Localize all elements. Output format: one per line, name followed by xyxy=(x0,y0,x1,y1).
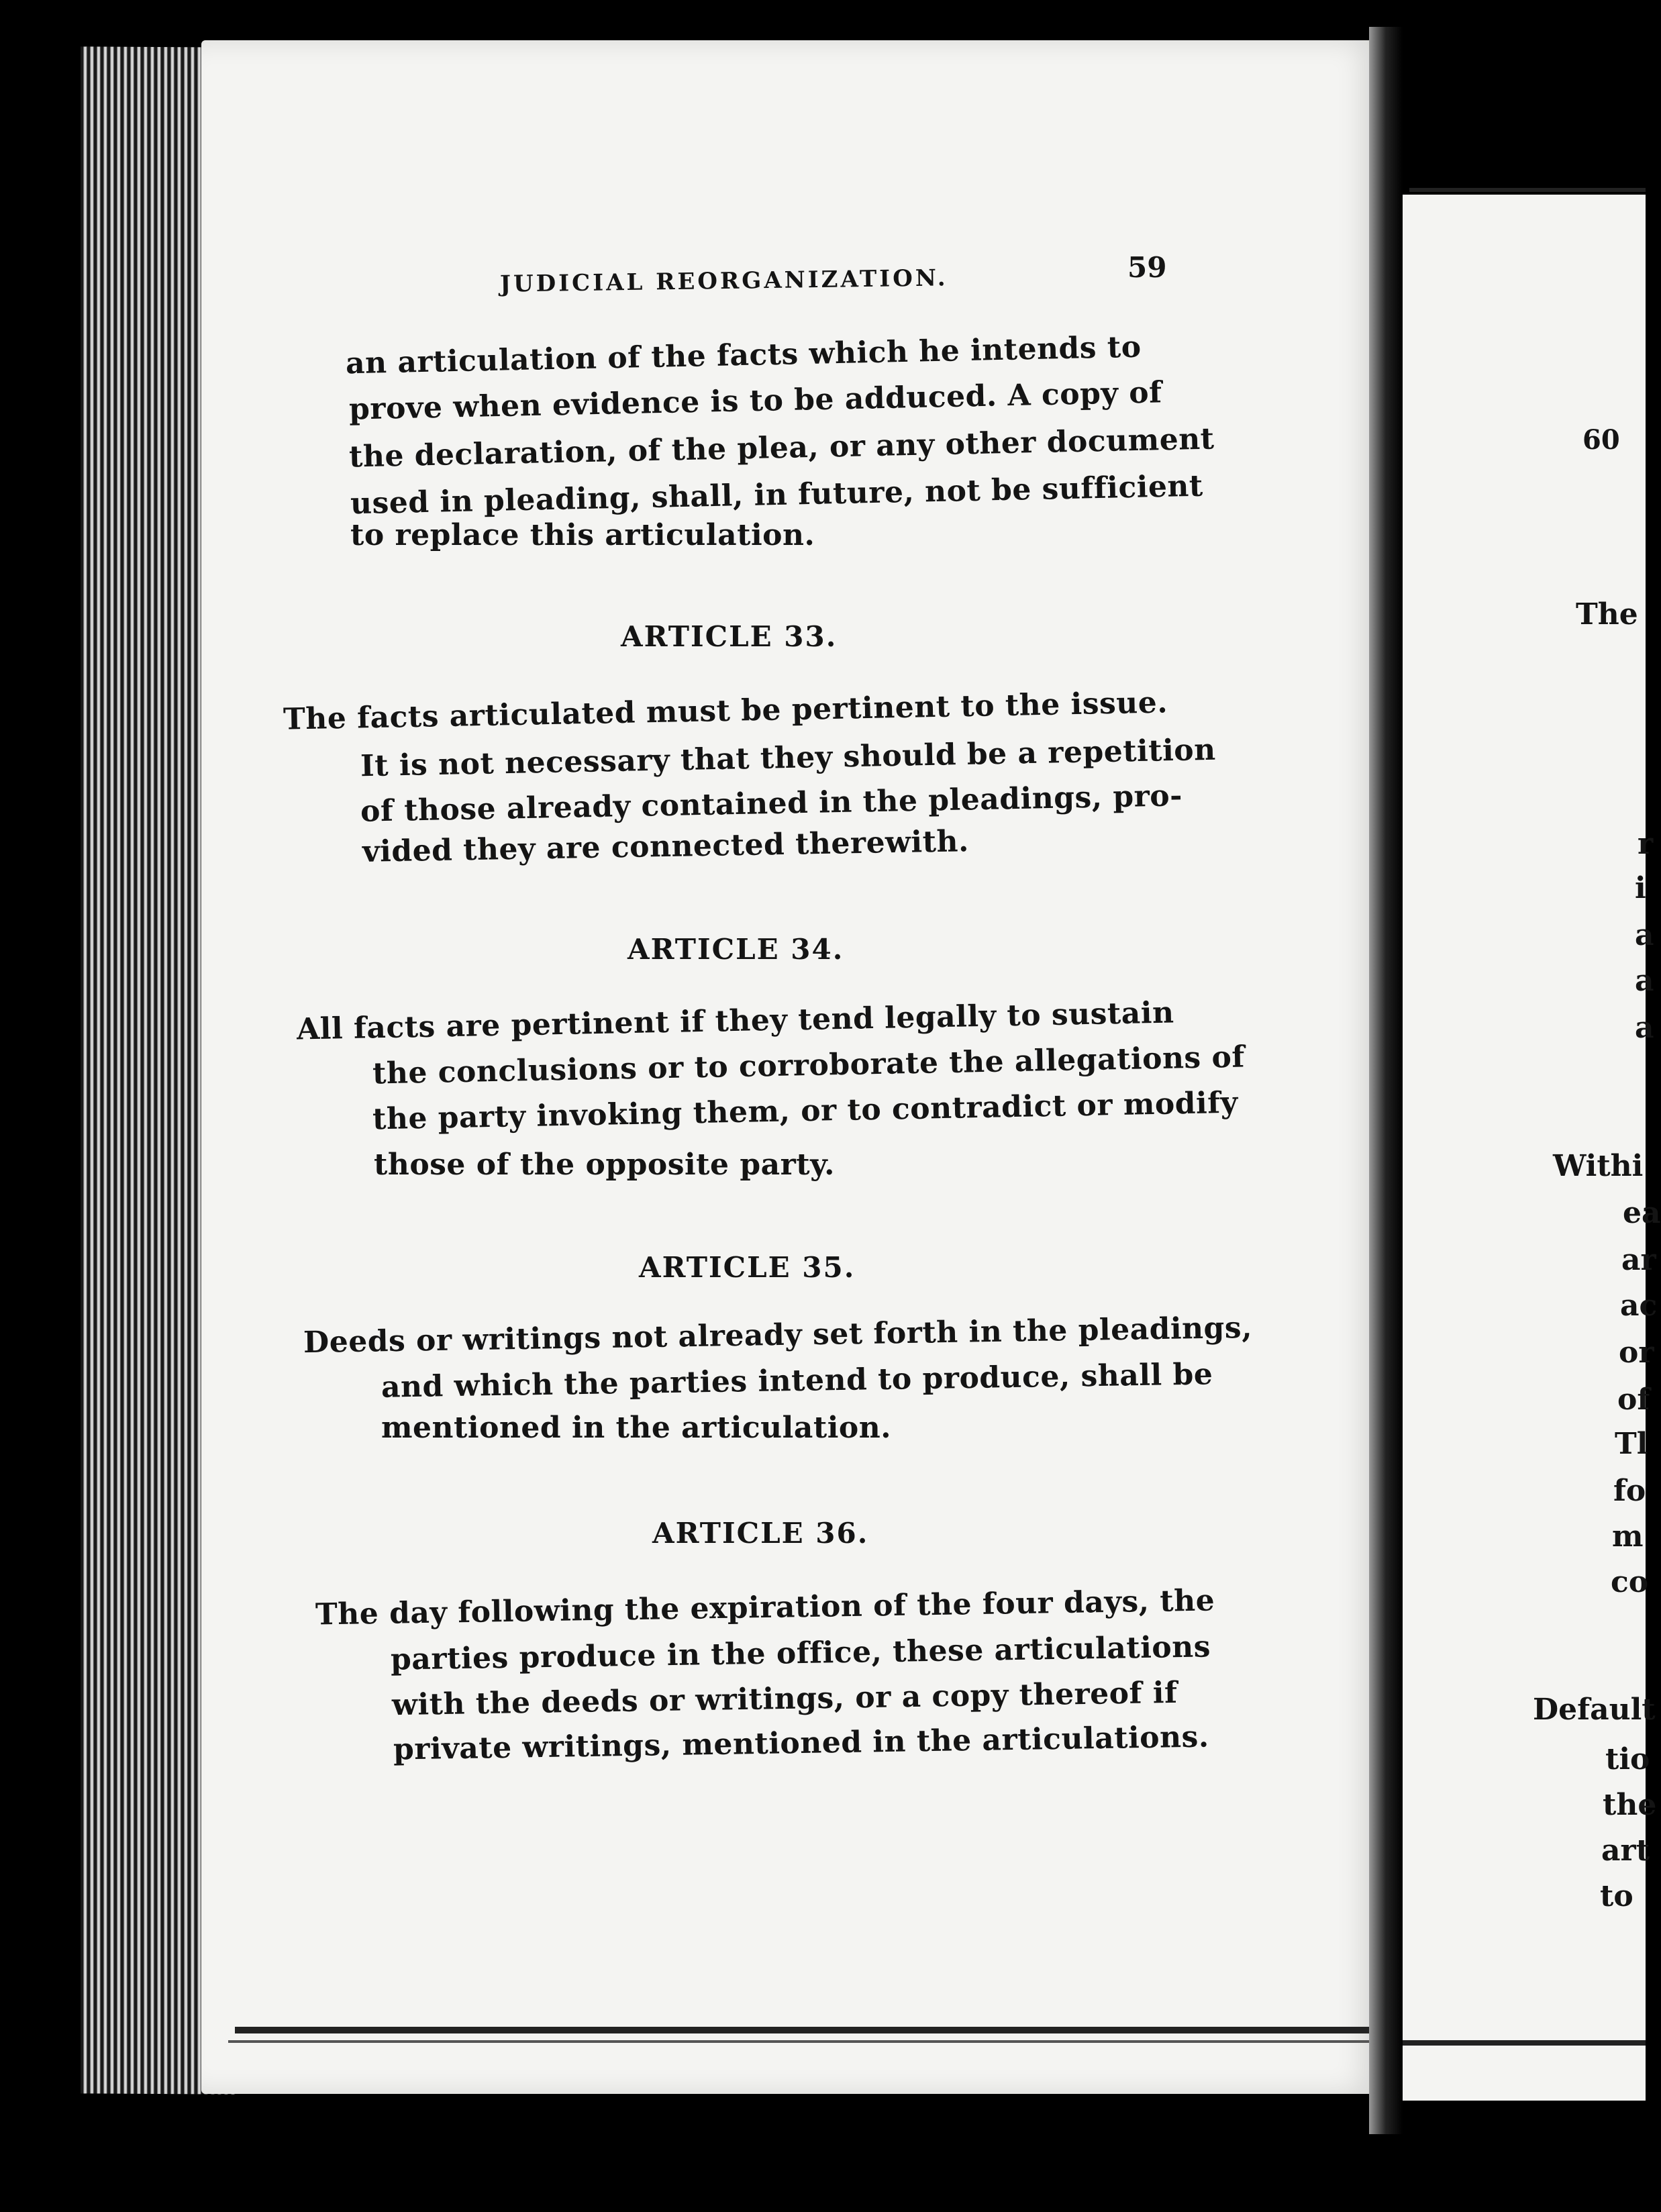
intro-line: to replace this articulation. xyxy=(350,518,815,552)
right-fragment: the xyxy=(1603,1788,1657,1822)
article-heading: ARTICLE 33. xyxy=(621,620,838,653)
article-line: Deeds or writings not already set forth in the pleadings, xyxy=(303,1310,1253,1360)
article-line: and which the parties intend to produce, shall be xyxy=(381,1357,1213,1405)
article-line: with the deeds or writings, or a copy thereof if xyxy=(391,1675,1178,1723)
right-fragment: to xyxy=(1600,1879,1633,1913)
right-fragment: fo xyxy=(1613,1474,1646,1508)
intro-line: the declaration, of the plea, or any other document xyxy=(348,421,1215,474)
article-line: It is not necessary that they should be a repetition xyxy=(360,732,1217,784)
right-fragment: co xyxy=(1611,1565,1649,1599)
right-fragment: of xyxy=(1617,1382,1650,1417)
right-fragment: ac xyxy=(1620,1289,1658,1323)
footer-rule xyxy=(235,2027,1376,2033)
right-page-top-rule xyxy=(1409,188,1646,192)
article-line: those of the opposite party. xyxy=(374,1148,835,1182)
article-line: The day following the expiration of the four days, the xyxy=(315,1583,1215,1632)
right-fragment: m xyxy=(1612,1519,1644,1554)
article-heading: ARTICLE 35. xyxy=(639,1251,856,1284)
intro-line: used in pleading, shall, in future, not be sufficient xyxy=(350,468,1204,521)
intro-line: an articulation of the facts which he intends to xyxy=(345,330,1142,381)
footer-rule-secondary xyxy=(228,2040,1376,2043)
right-page-bottom-rule xyxy=(1403,2040,1646,2046)
article-line: parties produce in the office, these articulations xyxy=(390,1629,1211,1677)
article-line: vided they are connected therewith. xyxy=(362,824,970,869)
article-line: the party invoking them, or to contradict or modify xyxy=(372,1085,1239,1137)
article-heading: ARTICLE 34. xyxy=(627,933,844,966)
right-fragment: Tl xyxy=(1615,1427,1648,1461)
page-number-right: 60 xyxy=(1582,424,1620,456)
right-fragment: The xyxy=(1576,597,1638,632)
article-line: private writings, mentioned in the articulations. xyxy=(393,1719,1210,1767)
article-line: of those already contained in the pleadings, pro- xyxy=(360,778,1183,829)
right-fragment: i xyxy=(1635,871,1646,905)
right-fragment: a xyxy=(1635,1011,1654,1045)
right-fragment: Default xyxy=(1533,1693,1656,1727)
right-fragment: a xyxy=(1635,918,1654,952)
running-header: JUDICIAL REORGANIZATION. xyxy=(499,264,948,298)
right-fragment: a xyxy=(1635,964,1654,998)
intro-line: prove when evidence is to be adduced. A copy of xyxy=(348,375,1162,427)
right-fragment: art xyxy=(1601,1833,1650,1868)
right-fragment: tio xyxy=(1605,1742,1650,1776)
article-heading: ARTICLE 36. xyxy=(652,1517,869,1550)
article-line: The facts articulated must be pertinent to the issue. xyxy=(283,685,1168,737)
right-fragment: r xyxy=(1638,827,1654,861)
book-gutter xyxy=(1369,27,1403,2134)
right-fragment: ea xyxy=(1623,1196,1661,1230)
right-fragment: Withi xyxy=(1553,1149,1644,1183)
right-fragment: ar xyxy=(1621,1243,1656,1277)
article-line: the conclusions or to corroborate the allegations of xyxy=(372,1040,1246,1091)
article-line: mentioned in the articulation. xyxy=(381,1411,892,1445)
article-line: All facts are pertinent if they tend legally to sustain xyxy=(296,995,1174,1047)
right-fragment: or xyxy=(1619,1336,1654,1370)
page-number-left: 59 xyxy=(1127,251,1167,284)
